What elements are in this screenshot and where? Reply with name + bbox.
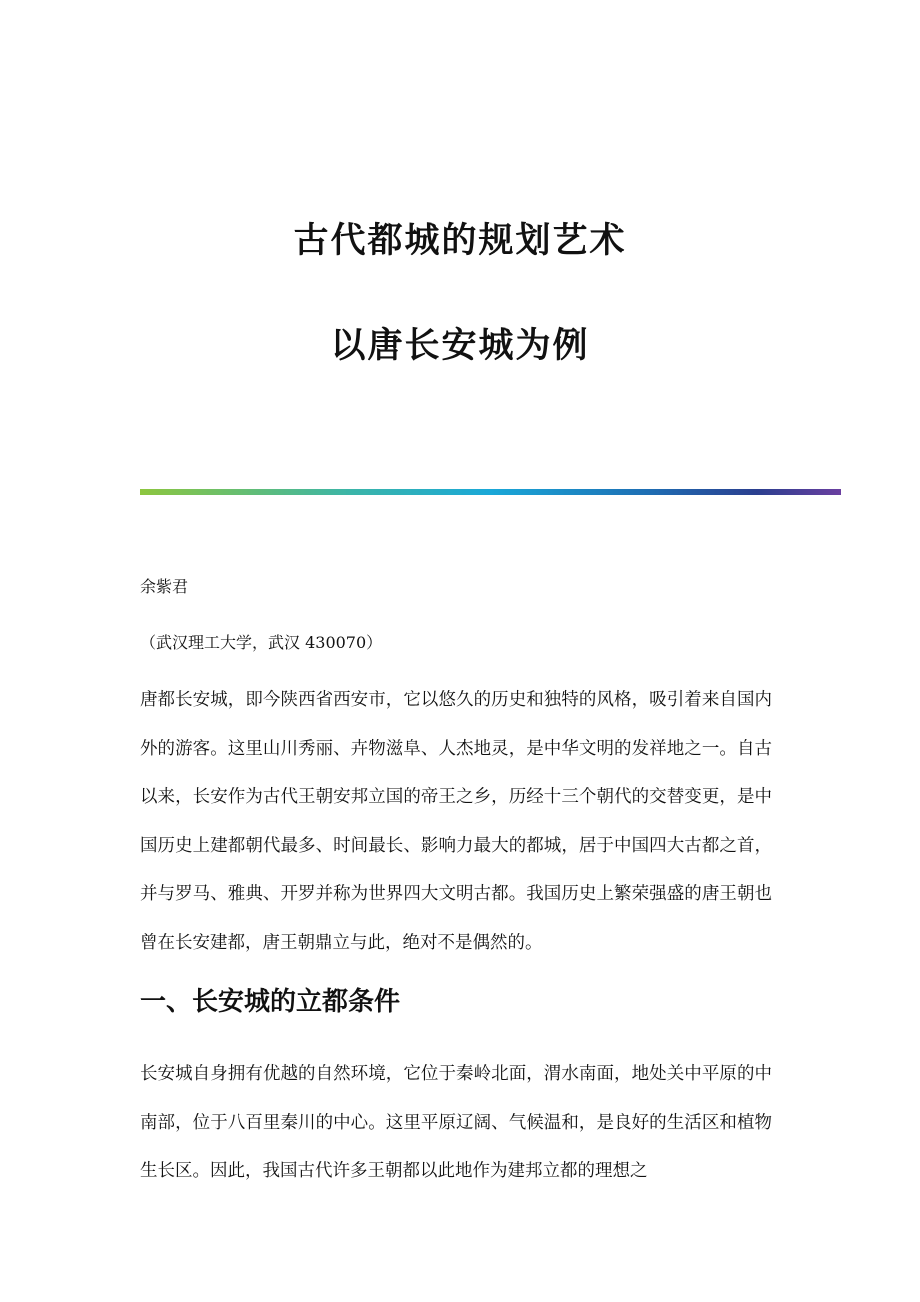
document-subtitle: 以唐长安城为例 (330, 325, 590, 366)
author-affiliation: （武汉理工大学，武汉 430070） (140, 633, 383, 652)
intro-paragraph: 唐都长安城，即今陕西省西安市，它以悠久的历史和独特的风格，吸引着来自国内外的游客。这里山川秀丽、卉物滋阜、人杰地灵，是中华文明的发祥地之一。自古以来，长安作为古代王朝安邦立国的帝王之乡，历经十三个朝代的交替变更，是中国历史上建都朝代最多、时间最长、影响力最大的都城，居于中国四大古都之首，并与罗马、雅典、开罗并称为世界四大文明古都。我国历史上繁荣强盛的唐王朝也曾在长安建都，唐王朝鼎立与此，绝对不是偶然的。 (140, 690, 772, 953)
document-title: 古代都城的规划艺术 (293, 220, 627, 261)
section-paragraph: 长安城自身拥有优越的自然环境，它位于秦岭北面，渭水南面，地处关中平原的中南部，位于八百里秦川的中心。这里平原辽阔、气候温和，是良好的生活区和植物生长区。因此，我国古代许多王朝都以此地作为建邦立都的理想之 (140, 1064, 772, 1182)
author-name: 余紫君 (140, 577, 189, 596)
gradient-divider (140, 489, 841, 495)
section-heading: 一、长安城的立都条件 (140, 987, 401, 1017)
